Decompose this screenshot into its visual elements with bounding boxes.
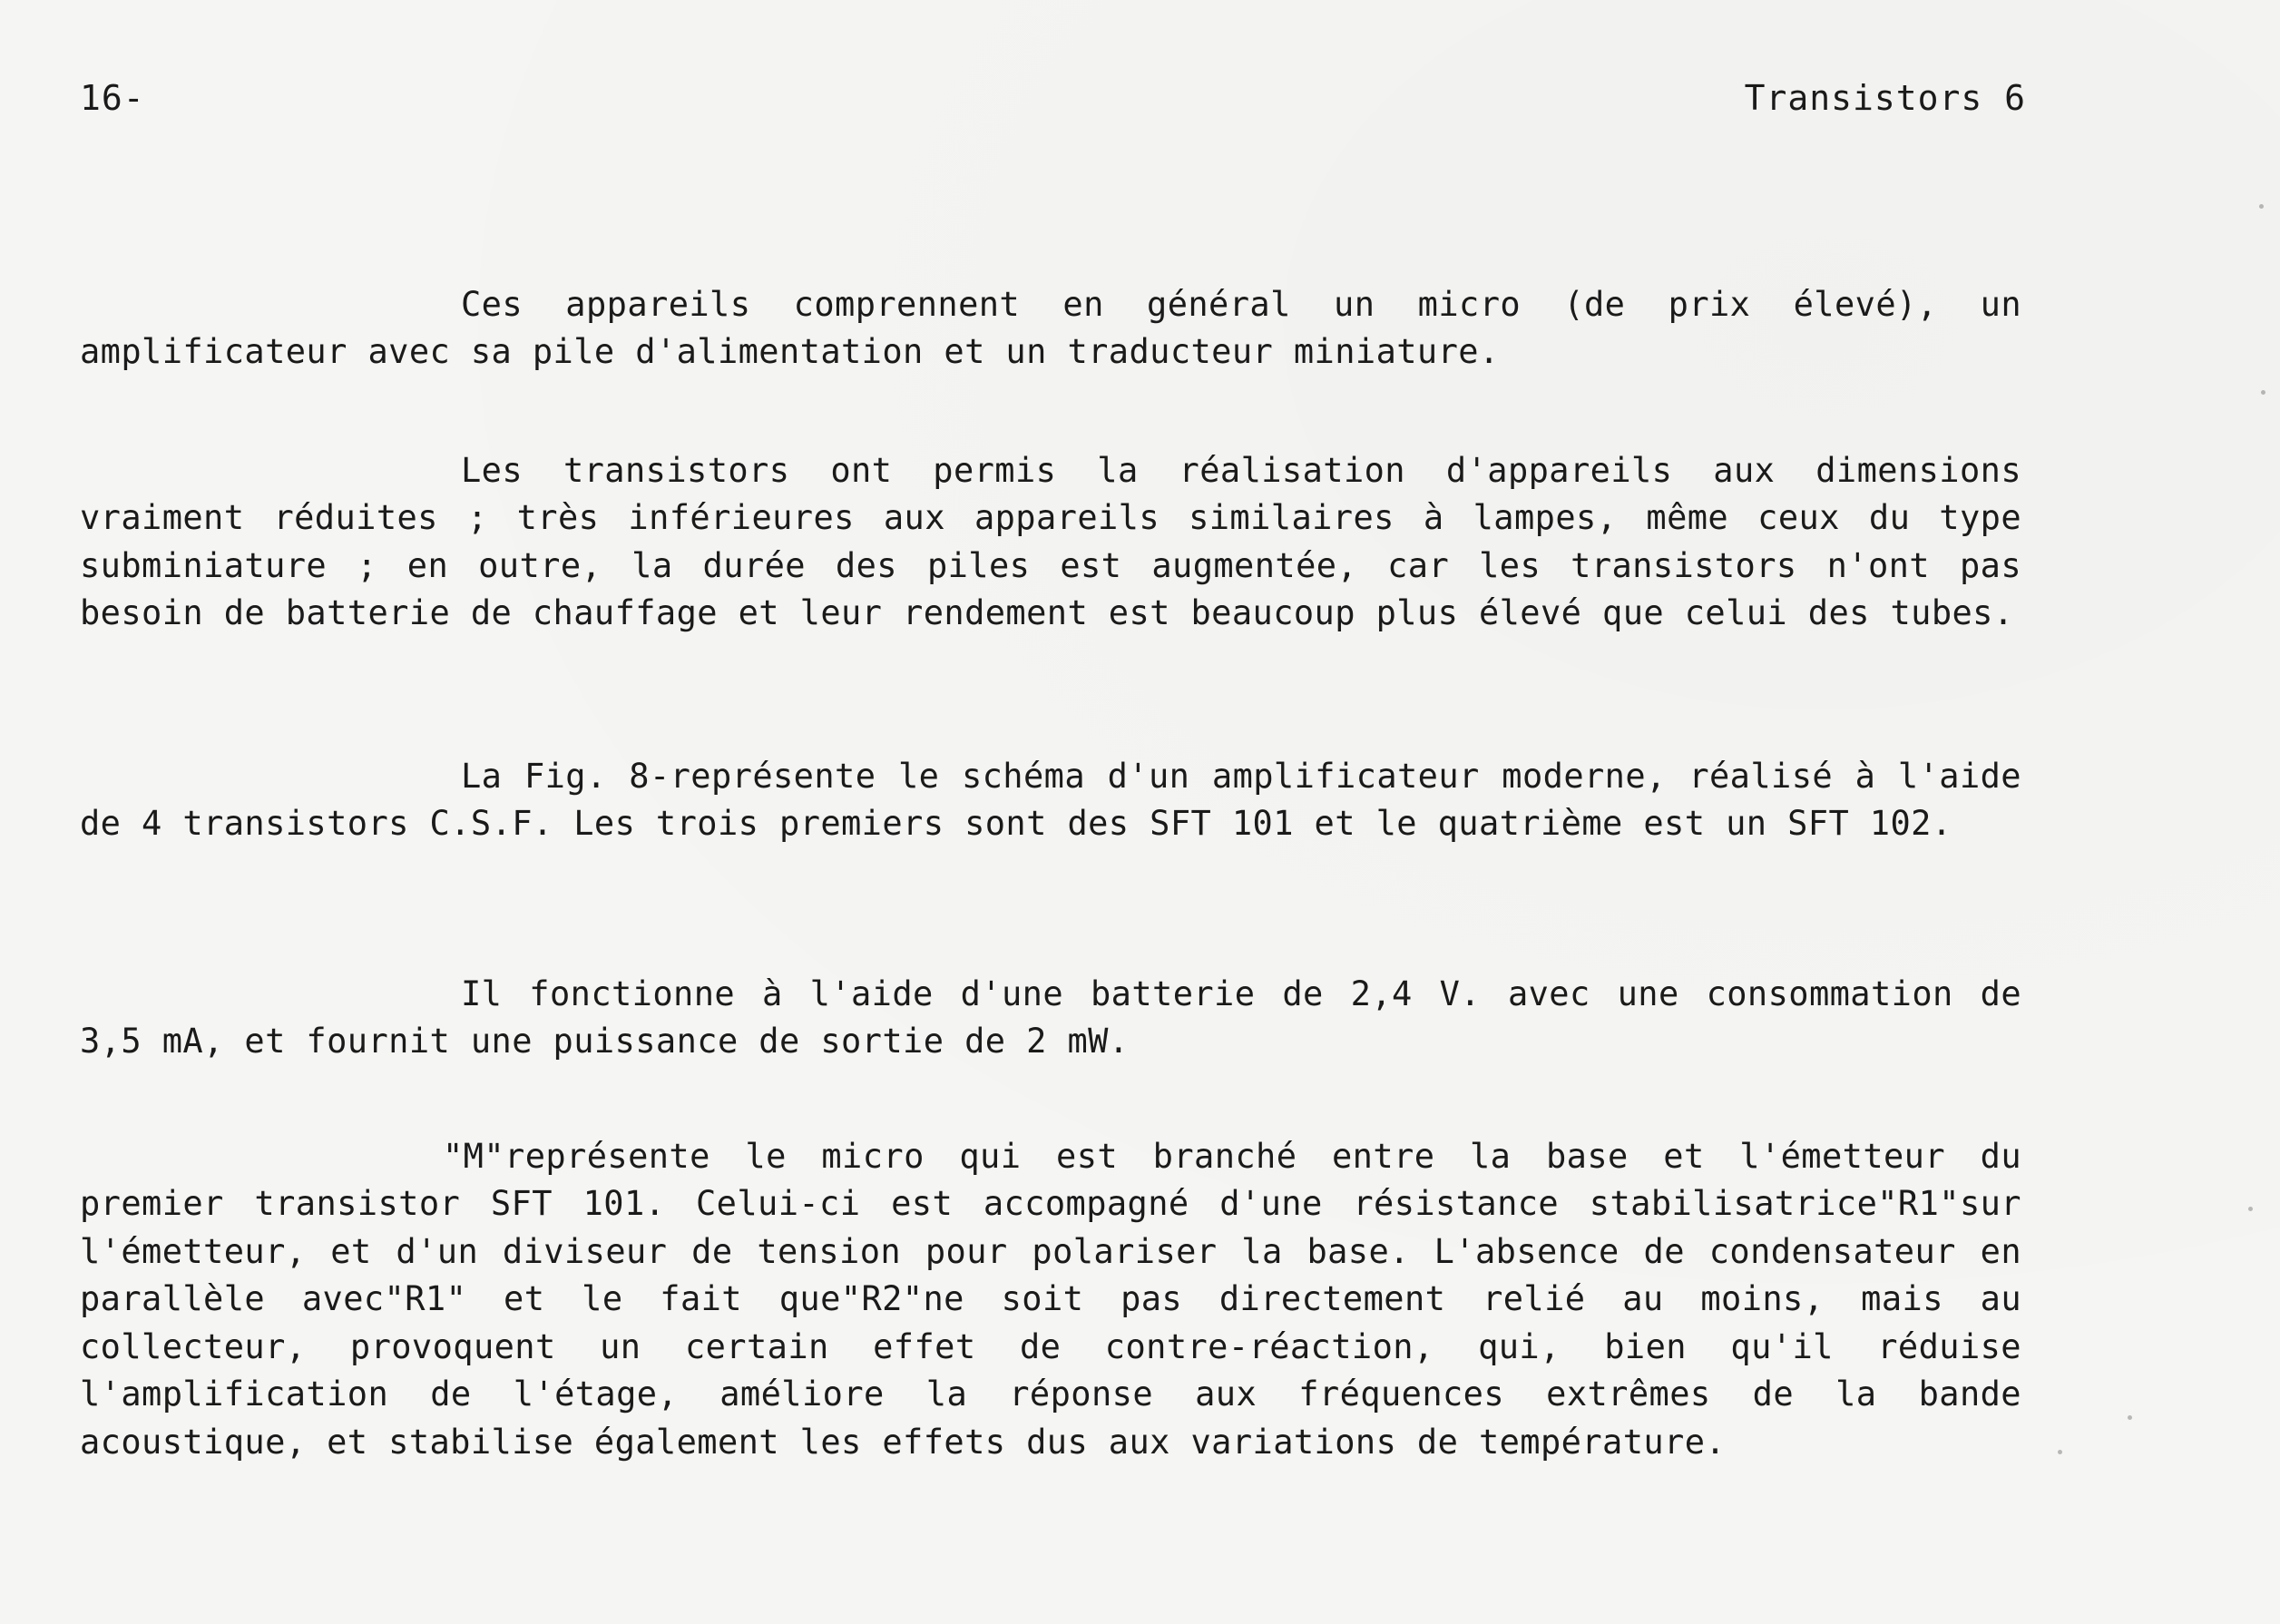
speck-mark bbox=[2248, 1207, 2253, 1211]
speck-mark bbox=[2058, 1450, 2062, 1454]
speck-mark bbox=[2261, 390, 2265, 395]
paragraph-5-text: "M"représente le micro qui est branché entre la base et l'émetteur du premier transistor SFT 101. Celui-ci est accompagné d'une résistance stabilisatrice"R1"sur l'émetteur, et d'un diviseur de tension pour polariser la base. L'absence de condensateur en parallèle avec"R1" et le fait que"R2"ne soit pas directement relié au moins, mais au collecteur, provoquent un certain effet de contre-réaction, qui, bien qu'il réduise l'amplification de l'étage, améliore la réponse aux fréquences extrêmes de la bande acoustique, et stabilise également les effets dus aux variations de température. bbox=[80, 1136, 2021, 1462]
speck-mark bbox=[2259, 204, 2264, 209]
page-number: 16- bbox=[80, 78, 145, 118]
running-header-title: Transistors 6 bbox=[1744, 78, 2026, 118]
speck-mark bbox=[2128, 1415, 2132, 1420]
paragraph-3 bbox=[80, 705, 2021, 895]
paragraph-4-text: Il fonctionne à l'aide d'une batterie de 2,4 V. avec une consommation de 3,5 mA, et fournit une puissance de sortie de 2 mW. bbox=[80, 973, 2021, 1061]
paragraph-1 bbox=[80, 233, 2021, 424]
paragraph-3-text: La Fig. 8-représente le schéma d'un amplificateur moderne, réalisé à l'aide de 4 transistors C.S.F. Les trois premiers sont des SFT 101 et le quatrième est un SFT 102. bbox=[80, 756, 2021, 843]
paragraph-2 bbox=[80, 399, 2021, 685]
paragraph-2-text: Les transistors ont permis la réalisation d'appareils aux dimensions vraiment réduites ; très inférieures aux appareils similaires à lampes, même ceux du type subminiature ; en outre, la durée des piles est augmentée, car les transistors n'ont pas besoin de batterie de chauffage et leur rendement est beaucoup plus élevé que celui des tubes. bbox=[80, 450, 2021, 632]
paragraph-1-text: Ces appareils comprennent en général un micro (de prix élevé), un amplificateur avec sa pile d'alimentation et un traducteur miniature. bbox=[80, 284, 2021, 371]
paragraph-5 bbox=[80, 1085, 2021, 1514]
